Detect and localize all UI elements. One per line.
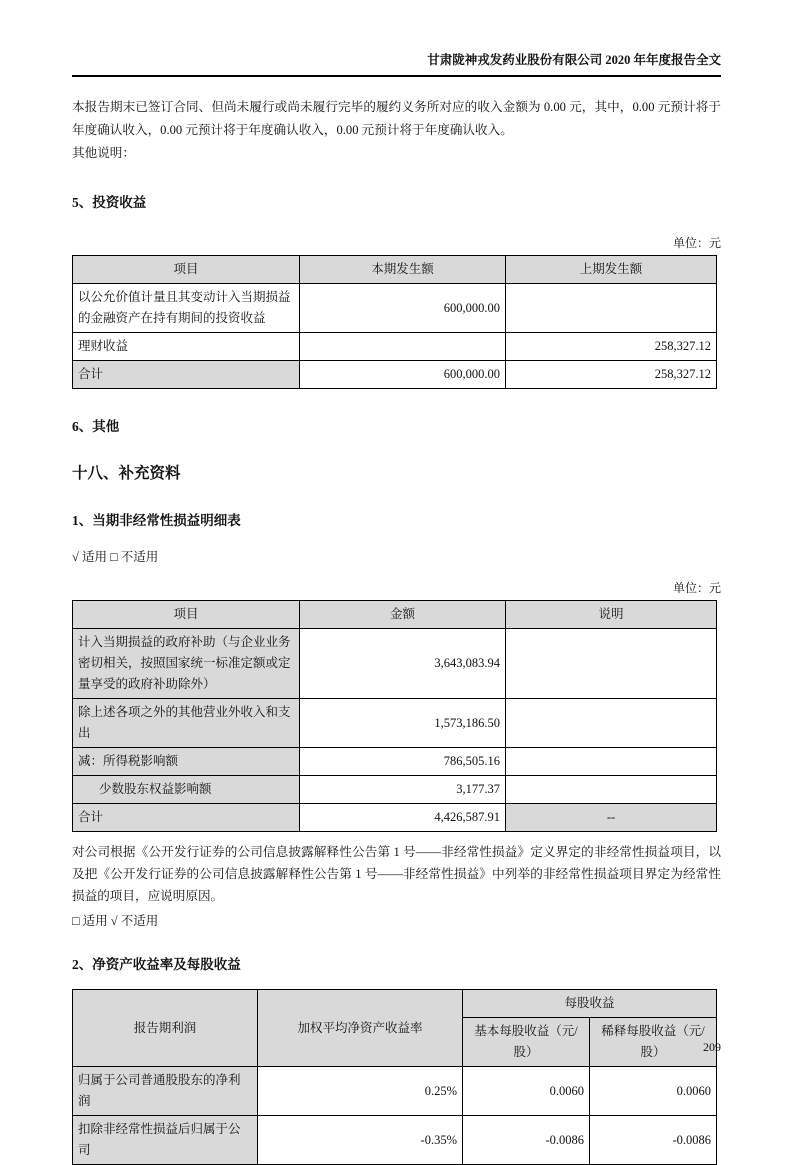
row-item-label: 理财收益 [73,333,300,361]
table-row [73,748,717,776]
row-item-label: 以公允价值计量且其变动计入当期损益的金融资产在持有期间的投资收益 [73,284,300,333]
row-amount: 4,426,587.91 [300,804,506,832]
page-number: 209 [703,1040,721,1054]
row-item-label: 归属于公司普通股股东的净利润 [73,1067,258,1116]
col-header-prior-period: 上期发生额 [506,256,717,284]
row-item-label: 减：所得税影响额 [73,748,300,776]
row-item-label: 合计 [73,804,300,832]
col-header-item: 项目 [73,601,300,629]
table-row [73,284,717,333]
table-row [73,333,717,361]
applicability-statement: √ 适用 □ 不适用 [72,550,159,564]
report-header-title: 甘肃陇神戎发药业股份有限公司 2020 年年度报告全文 [72,0,721,77]
contract-obligation-paragraph: 本报告期末已签订合同、但尚未履行或尚未履行完毕的履约义务所对应的收入金额为 0.00 元，其中，0.00 元预计将于年度确认收入，0.00 元预计将于年度确认收入，0.00 元预计将于年度确认收入。 [72,100,721,137]
table-header-row [73,256,717,284]
row-prior-amount [506,284,717,333]
table-row [73,629,717,699]
col-header-diluted-eps: 稀释每股收益（元/股） [590,1018,717,1067]
page-content [72,0,721,1165]
table-row [73,699,717,748]
row-note: -- [506,804,717,832]
col-header-item: 项目 [73,256,300,284]
section-heading-supplementary: 十八、补充资料 [72,465,181,482]
section-heading-investment-income: 5、投资收益 [72,195,147,210]
section-heading-non-recurring: 1、当期非经常性损益明细表 [72,513,241,528]
row-prior-amount: 258,327.12 [506,333,717,361]
applicability-statement-2: □ 适用 √ 不适用 [72,914,159,928]
row-note [506,629,717,699]
table-row [73,1116,717,1165]
row-diluted-eps-value: 0.0060 [590,1067,717,1116]
table-row [73,1067,717,1116]
row-item-label: 除上述各项之外的其他营业外收入和支出 [73,699,300,748]
section-heading-roe-eps: 2、净资产收益率及每股收益 [72,957,241,972]
investment-income-table [72,255,717,389]
row-current-amount [300,333,506,361]
row-current-amount: 600,000.00 [300,361,506,389]
row-amount: 3,177.37 [300,776,506,804]
table-header-row [73,990,717,1018]
table-row [73,776,717,804]
row-basic-eps-value: -0.0086 [463,1116,590,1165]
row-note [506,748,717,776]
row-basic-eps-value: 0.0060 [463,1067,590,1116]
row-amount: 786,505.16 [300,748,506,776]
row-roe-value: -0.35% [258,1116,463,1165]
unit-label-non-recurring: 单位：元 [672,581,721,595]
non-recurring-items-table [72,600,717,832]
other-note-label: 其他说明： [72,146,135,160]
row-item-label: 合计 [73,361,300,389]
table-total-row [73,361,717,389]
non-recurring-explanation: 对公司根据《公开发行证券的公司信息披露解释性公告第 1 号——非经常性损益》定义界定的非经常性损益项目，以及把《公开发行证券的公司信息披露解释性公告第 1 号——非经常性损益》中列举的非经常性损益项目界定为经常性损益的项目，应说明原因。 [72,845,721,903]
col-header-report-period-profit: 报告期利润 [73,990,258,1067]
row-note [506,776,717,804]
row-diluted-eps-value: -0.0086 [590,1116,717,1165]
col-header-eps-group: 每股收益 [463,990,717,1018]
col-header-current-period: 本期发生额 [300,256,506,284]
roe-eps-table [72,989,717,1165]
col-header-weighted-roe: 加权平均净资产收益率 [258,990,463,1067]
row-item-label: 少数股东权益影响额 [73,776,300,804]
col-header-amount: 金额 [300,601,506,629]
row-roe-value: 0.25% [258,1067,463,1116]
row-amount: 3,643,083.94 [300,629,506,699]
row-amount: 1,573,186.50 [300,699,506,748]
row-note [506,699,717,748]
row-prior-amount: 258,327.12 [506,361,717,389]
col-header-note: 说明 [506,601,717,629]
table-total-row [73,804,717,832]
row-item-label: 扣除非经常性损益后归属于公司 [73,1116,258,1165]
unit-label-investment: 单位：元 [672,236,721,250]
table-header-row [73,601,717,629]
section-heading-other: 6、其他 [72,419,120,434]
col-header-basic-eps: 基本每股收益（元/股） [463,1018,590,1067]
row-current-amount: 600,000.00 [300,284,506,333]
row-item-label: 计入当期损益的政府补助（与企业业务密切相关，按照国家统一标准定额或定量享受的政府补助除外） [73,629,300,699]
